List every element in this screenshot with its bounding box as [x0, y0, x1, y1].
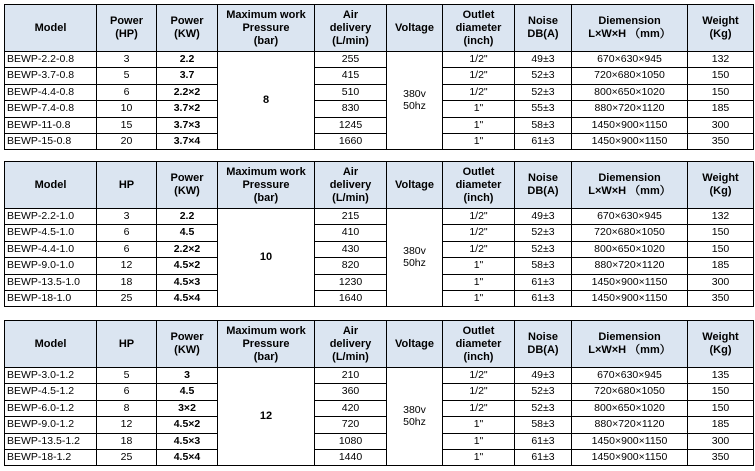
hp-cell: 12: [97, 417, 157, 433]
model-cell: BEWP-11-0.8: [5, 117, 97, 133]
hp-cell: 6: [97, 225, 157, 241]
header-model: Model: [5, 5, 97, 52]
noise-cell: 61±3: [515, 274, 572, 290]
weight-cell: 150: [688, 68, 754, 84]
noise-cell: 58±3: [515, 258, 572, 274]
kw-cell: 3.7: [157, 68, 218, 84]
air-delivery-cell: 720: [315, 417, 387, 433]
kw-cell: 4.5×3: [157, 274, 218, 290]
pressure-cell: 10: [218, 209, 315, 307]
header-outlet: Outlet diameter (inch): [443, 5, 515, 52]
model-cell: BEWP-4.5-1.0: [5, 225, 97, 241]
noise-cell: 52±3: [515, 241, 572, 257]
air-delivery-cell: 1230: [315, 274, 387, 290]
air-delivery-cell: 1640: [315, 290, 387, 306]
hp-cell: 6: [97, 84, 157, 100]
noise-cell: 61±3: [515, 290, 572, 306]
table-row: [5, 101, 754, 117]
dimension-cell: 1450×900×1150: [572, 290, 688, 306]
hp-cell: 5: [97, 368, 157, 384]
noise-cell: 49±3: [515, 368, 572, 384]
air-delivery-cell: 1440: [315, 449, 387, 465]
weight-cell: 185: [688, 101, 754, 117]
header-row: [5, 5, 754, 52]
noise-cell: 52±3: [515, 384, 572, 400]
air-delivery-cell: 210: [315, 368, 387, 384]
dimension-cell: 670×630×945: [572, 52, 688, 68]
model-cell: BEWP-6.0-1.2: [5, 400, 97, 416]
header-kw: Power (KW): [157, 5, 218, 52]
outlet-cell: 1/2": [443, 368, 515, 384]
outlet-cell: 1": [443, 274, 515, 290]
noise-cell: 52±3: [515, 84, 572, 100]
dimension-cell: 880×720×1120: [572, 417, 688, 433]
model-cell: BEWP-9.0-1.2: [5, 417, 97, 433]
model-cell: BEWP-2.2-0.8: [5, 52, 97, 68]
header-noise: Noise DB(A): [515, 5, 572, 52]
dimension-cell: 880×720×1120: [572, 101, 688, 117]
hp-cell: 25: [97, 449, 157, 465]
kw-cell: 2.2×2: [157, 241, 218, 257]
header-hp: HP: [97, 162, 157, 209]
outlet-cell: 1/2": [443, 241, 515, 257]
noise-cell: 61±3: [515, 133, 572, 149]
outlet-cell: 1/2": [443, 384, 515, 400]
voltage-cell: 380v 50hz: [387, 52, 443, 150]
table-row: [5, 52, 754, 68]
weight-cell: 132: [688, 52, 754, 68]
noise-cell: 52±3: [515, 68, 572, 84]
kw-cell: 3: [157, 368, 218, 384]
model-cell: BEWP-18-1.0: [5, 290, 97, 306]
outlet-cell: 1": [443, 449, 515, 465]
dimension-cell: 670×630×945: [572, 209, 688, 225]
header-weight: Weight (Kg): [688, 5, 754, 52]
kw-cell: 3.7×3: [157, 117, 218, 133]
kw-cell: 4.5×4: [157, 449, 218, 465]
model-cell: BEWP-4.4-0.8: [5, 84, 97, 100]
header-air-delivery: Air delivery (L/min): [315, 162, 387, 209]
outlet-cell: 1/2": [443, 84, 515, 100]
header-weight: Weight (Kg): [688, 162, 754, 209]
hp-cell: 12: [97, 258, 157, 274]
weight-cell: 185: [688, 258, 754, 274]
air-delivery-cell: 1080: [315, 433, 387, 449]
table-row: [5, 117, 754, 133]
dimension-cell: 720×680×1050: [572, 68, 688, 84]
spec-table-8bar: [4, 4, 754, 150]
model-cell: BEWP-4.5-1.2: [5, 384, 97, 400]
weight-cell: 132: [688, 209, 754, 225]
noise-cell: 61±3: [515, 433, 572, 449]
kw-cell: 3.7×4: [157, 133, 218, 149]
voltage-cell: 380v 50hz: [387, 209, 443, 307]
table-row: [5, 68, 754, 84]
outlet-cell: 1": [443, 133, 515, 149]
hp-cell: 25: [97, 290, 157, 306]
dimension-cell: 720×680×1050: [572, 225, 688, 241]
weight-cell: 135: [688, 368, 754, 384]
hp-cell: 18: [97, 274, 157, 290]
air-delivery-cell: 510: [315, 84, 387, 100]
hp-cell: 10: [97, 101, 157, 117]
dimension-cell: 880×720×1120: [572, 258, 688, 274]
outlet-cell: 1/2": [443, 400, 515, 416]
weight-cell: 300: [688, 117, 754, 133]
table-row: [5, 449, 754, 465]
hp-cell: 3: [97, 209, 157, 225]
hp-cell: 6: [97, 384, 157, 400]
air-delivery-cell: 1245: [315, 117, 387, 133]
hp-cell: 15: [97, 117, 157, 133]
weight-cell: 300: [688, 274, 754, 290]
model-cell: BEWP-7.4-0.8: [5, 101, 97, 117]
weight-cell: 150: [688, 84, 754, 100]
table-row: [5, 368, 754, 384]
table-row: [5, 384, 754, 400]
header-row: [5, 321, 754, 368]
air-delivery-cell: 410: [315, 225, 387, 241]
model-cell: BEWP-13.5-1.2: [5, 433, 97, 449]
table-row: [5, 209, 754, 225]
kw-cell: 2.2: [157, 52, 218, 68]
header-outlet: Outlet diameter (inch): [443, 321, 515, 368]
header-air-delivery: Air delivery (L/min): [315, 321, 387, 368]
header-kw: Power (KW): [157, 321, 218, 368]
noise-cell: 58±3: [515, 417, 572, 433]
dimension-cell: 1450×900×1150: [572, 449, 688, 465]
header-outlet: Outlet diameter (inch): [443, 162, 515, 209]
kw-cell: 3.7×2: [157, 101, 218, 117]
air-delivery-cell: 255: [315, 52, 387, 68]
model-cell: BEWP-13.5-1.0: [5, 274, 97, 290]
header-dimension: Diemension L×W×H （mm）: [572, 162, 688, 209]
header-row: [5, 162, 754, 209]
table-row: [5, 433, 754, 449]
weight-cell: 150: [688, 241, 754, 257]
table-row: [5, 417, 754, 433]
noise-cell: 52±3: [515, 400, 572, 416]
kw-cell: 4.5×3: [157, 433, 218, 449]
kw-cell: 3×2: [157, 400, 218, 416]
air-delivery-cell: 360: [315, 384, 387, 400]
hp-cell: 8: [97, 400, 157, 416]
dimension-cell: 1450×900×1150: [572, 274, 688, 290]
air-delivery-cell: 420: [315, 400, 387, 416]
pressure-cell: 12: [218, 368, 315, 466]
noise-cell: 49±3: [515, 209, 572, 225]
header-pressure: Maximum work Pressure (bar): [218, 321, 315, 368]
voltage-cell: 380v 50hz: [387, 368, 443, 466]
header-voltage: Voltage: [387, 5, 443, 52]
outlet-cell: 1": [443, 433, 515, 449]
header-noise: Noise DB(A): [515, 162, 572, 209]
noise-cell: 61±3: [515, 449, 572, 465]
kw-cell: 4.5×2: [157, 258, 218, 274]
table-row: [5, 290, 754, 306]
dimension-cell: 1450×900×1150: [572, 133, 688, 149]
model-cell: BEWP-2.2-1.0: [5, 209, 97, 225]
pressure-cell: 8: [218, 52, 315, 150]
air-delivery-cell: 830: [315, 101, 387, 117]
header-noise: Noise DB(A): [515, 321, 572, 368]
table-row: [5, 241, 754, 257]
header-model: Model: [5, 162, 97, 209]
hp-cell: 20: [97, 133, 157, 149]
model-cell: BEWP-4.4-1.0: [5, 241, 97, 257]
spec-table-12bar: [4, 320, 754, 466]
spec-table-10bar: [4, 161, 754, 307]
table-row: [5, 84, 754, 100]
header-kw: Power (KW): [157, 162, 218, 209]
header-dimension: Diemension L×W×H （mm）: [572, 5, 688, 52]
air-delivery-cell: 430: [315, 241, 387, 257]
outlet-cell: 1": [443, 417, 515, 433]
header-model: Model: [5, 321, 97, 368]
table-row: [5, 274, 754, 290]
dimension-cell: 1450×900×1150: [572, 433, 688, 449]
hp-cell: 5: [97, 68, 157, 84]
header-pressure: Maximum work Pressure (bar): [218, 162, 315, 209]
dimension-cell: 800×650×1020: [572, 241, 688, 257]
outlet-cell: 1/2": [443, 68, 515, 84]
dimension-cell: 720×680×1050: [572, 384, 688, 400]
kw-cell: 4.5×4: [157, 290, 218, 306]
weight-cell: 185: [688, 417, 754, 433]
weight-cell: 150: [688, 384, 754, 400]
header-pressure: Maximum work Pressure (bar): [218, 5, 315, 52]
outlet-cell: 1/2": [443, 225, 515, 241]
weight-cell: 350: [688, 133, 754, 149]
kw-cell: 2.2×2: [157, 84, 218, 100]
header-voltage: Voltage: [387, 162, 443, 209]
table-row: [5, 400, 754, 416]
dimension-cell: 1450×900×1150: [572, 117, 688, 133]
air-delivery-cell: 820: [315, 258, 387, 274]
weight-cell: 350: [688, 290, 754, 306]
model-cell: BEWP-9.0-1.0: [5, 258, 97, 274]
weight-cell: 300: [688, 433, 754, 449]
dimension-cell: 800×650×1020: [572, 400, 688, 416]
header-hp: Power (HP): [97, 5, 157, 52]
model-cell: BEWP-3.0-1.2: [5, 368, 97, 384]
dimension-cell: 670×630×945: [572, 368, 688, 384]
noise-cell: 58±3: [515, 117, 572, 133]
dimension-cell: 800×650×1020: [572, 84, 688, 100]
outlet-cell: 1": [443, 101, 515, 117]
table-row: [5, 258, 754, 274]
air-delivery-cell: 415: [315, 68, 387, 84]
model-cell: BEWP-3.7-0.8: [5, 68, 97, 84]
kw-cell: 4.5: [157, 384, 218, 400]
outlet-cell: 1/2": [443, 209, 515, 225]
noise-cell: 49±3: [515, 52, 572, 68]
kw-cell: 4.5×2: [157, 417, 218, 433]
outlet-cell: 1": [443, 290, 515, 306]
air-delivery-cell: 1660: [315, 133, 387, 149]
header-weight: Weight (Kg): [688, 321, 754, 368]
hp-cell: 18: [97, 433, 157, 449]
header-air-delivery: Air delivery (L/min): [315, 5, 387, 52]
hp-cell: 6: [97, 241, 157, 257]
air-delivery-cell: 215: [315, 209, 387, 225]
outlet-cell: 1/2": [443, 52, 515, 68]
table-row: [5, 133, 754, 149]
header-voltage: Voltage: [387, 321, 443, 368]
outlet-cell: 1": [443, 117, 515, 133]
table-row: [5, 225, 754, 241]
weight-cell: 150: [688, 400, 754, 416]
kw-cell: 4.5: [157, 225, 218, 241]
weight-cell: 350: [688, 449, 754, 465]
kw-cell: 2.2: [157, 209, 218, 225]
weight-cell: 150: [688, 225, 754, 241]
model-cell: BEWP-18-1.2: [5, 449, 97, 465]
outlet-cell: 1": [443, 258, 515, 274]
model-cell: BEWP-15-0.8: [5, 133, 97, 149]
header-hp: HP: [97, 321, 157, 368]
header-dimension: Diemension L×W×H （mm）: [572, 321, 688, 368]
noise-cell: 52±3: [515, 225, 572, 241]
noise-cell: 55±3: [515, 101, 572, 117]
hp-cell: 3: [97, 52, 157, 68]
